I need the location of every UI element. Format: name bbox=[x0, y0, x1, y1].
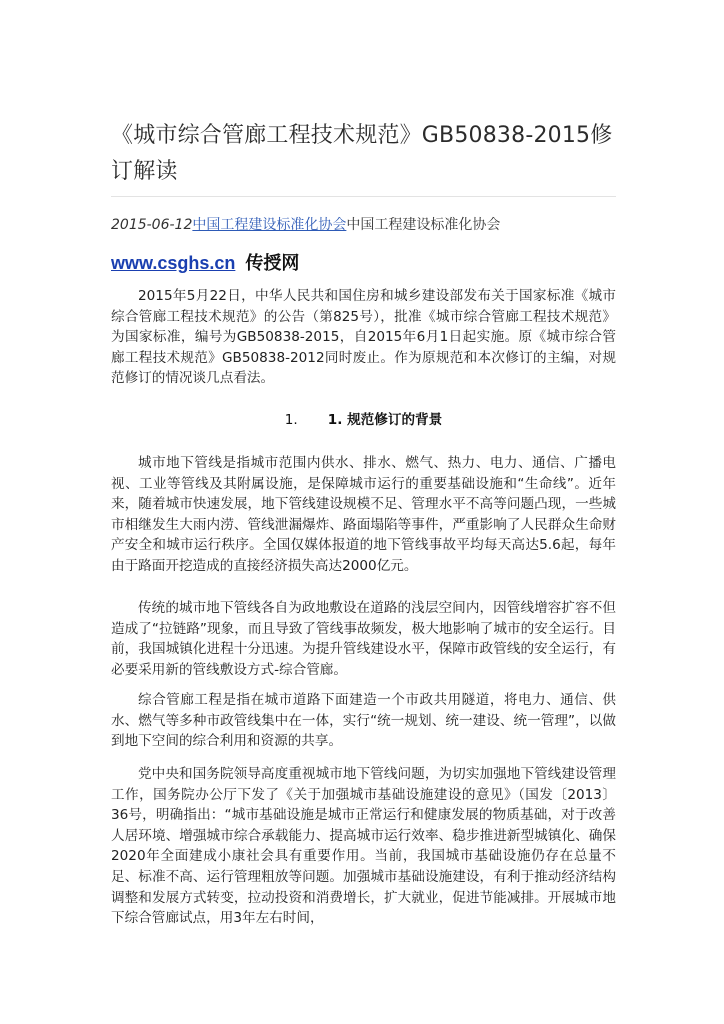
site-url-link[interactable]: www.csghs.cn bbox=[111, 253, 236, 273]
site-name: 传授网 bbox=[245, 253, 300, 274]
section-heading bbox=[111, 410, 616, 430]
paragraph-background-3: 综合管廊工程是指在城市道路下面建造一个市政共用隧道，将电力、通信、供水、燃气等多种市政管线集中在一体，实行“统一规划、统一建设、统一管理”，以做到地下空间的综合利用和资源的共享。 bbox=[111, 692, 616, 750]
publish-date: 2015-06-12 bbox=[111, 217, 193, 233]
source-link[interactable]: 中国工程建设标准化协会 bbox=[192, 217, 347, 233]
section-number: 1. bbox=[284, 412, 298, 428]
article-title: 《城市综合管廊工程技术规范》GB50838-2015修订解读 bbox=[111, 123, 613, 184]
section-title: 1. 规范修订的背景 bbox=[327, 412, 443, 428]
site-banner bbox=[111, 250, 616, 277]
paragraph-background-1: 城市地下管线是指城市范围内供水、排水、燃气、热力、电力、通信、广播电视、工业等管线及其附属设施，是保障城市运行的重要基础设施和“生命线”。近年来，随着城市快速发展，地下管线建设规模不足、管理水平不高等问题凸现，一些城市相继发生大雨内涝、管线泄漏爆炸、路面塌陷等事件，严重影响了人民群众生命财产安全和城市运行秩序。全国仅媒体报道的地下管线事故平均每天高达5.6起，每年由于路面开挖造成的直接经济损失高达2000亿元。 bbox=[111, 455, 616, 574]
article-meta bbox=[111, 214, 616, 236]
paragraph-intro: 2015年5月22日，中华人民共和国住房和城乡建设部发布关于国家标准《城市综合管廊工程技术规范》的公告（第825号），批准《城市综合管廊工程技术规范》为国家标准，编号为GB50838-2015，自2015年6月1日起实施。原《城市综合管廊工程技术规范》GB50838-2012同时废止。作为原规范和本次修订的主编，对规范修订的情况谈几点看法。 bbox=[111, 288, 616, 387]
title-divider bbox=[111, 196, 616, 197]
paragraph-background-4: 党中央和国务院领导高度重视城市地下管线问题，为切实加强地下管线建设管理工作，国务院办公厅下发了《关于加强城市基础设施建设的意见》（国发〔2013〕36号，明确指出：“城市基础设施是城市正常运行和健康发展的物质基础，对于改善人居环境、增强城市综合承载能力、提高城市运行效率、稳步推进新型城镇化、确保2020年全面建成小康社会具有重要作用。当前，我国城市基础设施仍存在总量不足、标准不高、运行管理粗放等问题。加强城市基础设施建设，有利于推动经济结构调整和发展方式转变，拉动投资和消费增长，扩大就业，促进节能减排。开展城市地下综合管廊试点，用3年左右时间， bbox=[111, 766, 616, 927]
source-org: 中国工程建设标准化协会 bbox=[346, 217, 501, 233]
paragraph-background-2: 传统的城市地下管线各自为政地敷设在道路的浅层空间内，因管线增容扩容不但造成了“拉链路”现象，而且导致了管线事故频发，极大地影响了城市的安全运行。目前，我国城镇化进程十分迅速。为提升管线建设水平，保障市政管线的安全运行，有必要采用新的管线敷设方式-综合管廊。 bbox=[111, 600, 616, 678]
